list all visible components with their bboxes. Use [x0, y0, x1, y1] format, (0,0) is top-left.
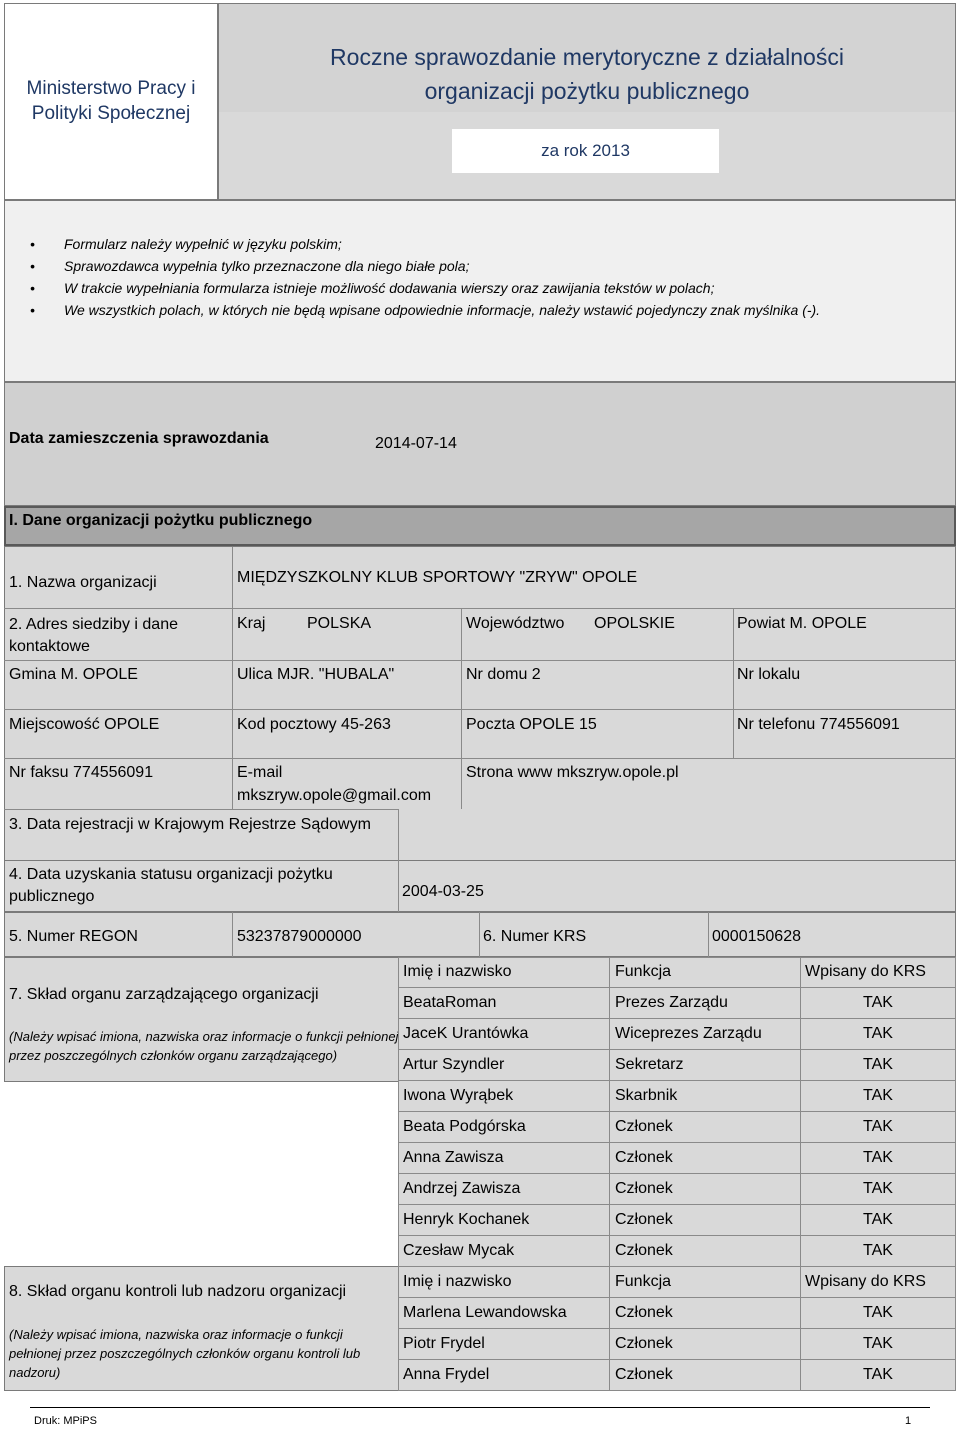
nr-lokalu-field[interactable]: Nr lokalu: [737, 666, 801, 683]
regon-label: 5. Numer REGON: [9, 928, 138, 945]
member-name[interactable]: Marlena Lewandowska: [403, 1304, 567, 1321]
member-name[interactable]: Andrzej Zawisza: [403, 1180, 521, 1197]
footer-print: Druk: MPiPS: [34, 1415, 97, 1427]
section-title: I. Dane organizacji pożytku publicznego: [9, 512, 313, 529]
krs-value[interactable]: 0000150628: [712, 928, 801, 945]
powiat-field[interactable]: Powiat M. OPOLE: [737, 615, 867, 632]
member-function[interactable]: Członek: [615, 1366, 673, 1383]
member-function[interactable]: Prezes Zarządu: [615, 994, 728, 1011]
footer-divider: [30, 1407, 930, 1408]
member-name[interactable]: Henryk Kochanek: [403, 1211, 530, 1228]
member-function[interactable]: Sekretarz: [615, 1056, 684, 1073]
member-function[interactable]: Członek: [615, 1180, 673, 1197]
page-title-line2: organizacji pożytku publicznego: [424, 78, 750, 104]
member-function[interactable]: Członek: [615, 1242, 673, 1259]
member-function[interactable]: Członek: [615, 1335, 673, 1352]
member-krs[interactable]: TAK: [863, 1304, 893, 1321]
member-name[interactable]: Piotr Frydel: [403, 1335, 485, 1352]
member-krs[interactable]: TAK: [863, 994, 893, 1011]
faks-field[interactable]: Nr faksu 774556091: [9, 764, 154, 781]
krs-date-label: 3. Data rejestracji w Krajowym Rejestrze Sądowym: [9, 816, 371, 833]
status-date[interactable]: 2004-03-25: [402, 883, 484, 900]
member-krs[interactable]: TAK: [863, 1025, 893, 1042]
member-krs[interactable]: TAK: [863, 1366, 893, 1383]
member-function[interactable]: Skarbnik: [615, 1087, 678, 1104]
member-name[interactable]: Anna Zawisza: [403, 1149, 504, 1166]
member-name[interactable]: Czesław Mycak: [403, 1242, 515, 1259]
member-function[interactable]: Członek: [615, 1304, 673, 1321]
ministry-name: Ministerstwo Pracy i Polityki Społecznej: [26, 78, 196, 124]
member-krs[interactable]: TAK: [863, 1149, 893, 1166]
org-name-value: MIĘDZYSZKOLNY KLUB SPORTOWY "ZRYW" OPOLE: [237, 569, 638, 586]
supervisory-note: (Należy wpisać imiona, nazwiska oraz informacje o funkcji pełnionej przez poszczególnych członków organu kontroli lub nadzoru): [9, 1327, 361, 1380]
board-header-krs: Wpisany do KRS: [805, 963, 926, 980]
wojewodztwo-value[interactable]: OPOLSKIE: [594, 615, 675, 632]
status-label: 4. Data uzyskania statusu organizacji pożytku publicznego: [9, 866, 333, 905]
year-field[interactable]: za rok 2013: [452, 129, 719, 173]
member-krs[interactable]: TAK: [863, 1242, 893, 1259]
address-label: 2. Adres siedziby i dane kontaktowe: [9, 616, 178, 655]
regon-krs-box: [4, 912, 956, 957]
ulica-field[interactable]: Ulica MJR. "HUBALA": [237, 666, 395, 683]
supervisory-header-krs: Wpisany do KRS: [805, 1273, 926, 1290]
poczta-field[interactable]: Poczta OPOLE 15: [466, 716, 597, 733]
member-krs[interactable]: TAK: [863, 1335, 893, 1352]
member-name[interactable]: Iwona Wyrąbek: [403, 1087, 514, 1104]
org-name-label: 1. Nazwa organizacji: [9, 574, 157, 591]
member-krs[interactable]: TAK: [863, 1118, 893, 1135]
regon-value[interactable]: 53237879000000: [237, 928, 362, 945]
member-name[interactable]: Beata Podgórska: [403, 1118, 526, 1135]
email-label: E-mail: [237, 764, 283, 781]
kraj-label: Kraj: [237, 615, 266, 632]
member-krs[interactable]: TAK: [863, 1211, 893, 1228]
gmina-field[interactable]: Gmina M. OPOLE: [9, 666, 138, 683]
kraj-value[interactable]: POLSKA: [307, 615, 372, 632]
member-name[interactable]: Anna Frydel: [403, 1366, 490, 1383]
board-title: 7. Skład organu zarządzającego organizacji: [9, 986, 319, 1003]
supervisory-header-function: Funkcja: [615, 1273, 672, 1290]
board-note: (Należy wpisać imiona, nazwiska oraz informacje o funkcji pełnionej przez poszczególnych członków organu zarządzającego): [9, 1029, 399, 1063]
supervisory-header-name: Imię i nazwisko: [403, 1273, 512, 1290]
nr-domu-field[interactable]: Nr domu 2: [466, 666, 541, 683]
krs-label: 6. Numer KRS: [483, 928, 587, 945]
board-header-function: Funkcja: [615, 963, 672, 980]
page-number: 1: [905, 1415, 912, 1427]
board-header-name: Imię i nazwisko: [403, 963, 512, 980]
wojewodztwo-label: Województwo: [466, 615, 565, 632]
member-function[interactable]: Członek: [615, 1211, 673, 1228]
member-name[interactable]: JaceK Urantówka: [403, 1025, 529, 1042]
kod-pocztowy-field[interactable]: Kod pocztowy 45-263: [237, 716, 391, 733]
member-krs[interactable]: TAK: [863, 1056, 893, 1073]
member-krs[interactable]: TAK: [863, 1180, 893, 1197]
member-function[interactable]: Wiceprezes Zarządu: [615, 1025, 762, 1042]
member-function[interactable]: Członek: [615, 1118, 673, 1135]
member-function[interactable]: Członek: [615, 1149, 673, 1166]
member-name[interactable]: BeataRoman: [403, 994, 497, 1011]
supervisory-title: 8. Skład organu kontroli lub nadzoru organizacji: [9, 1283, 347, 1300]
telefon-field[interactable]: Nr telefonu 774556091: [737, 716, 900, 733]
publication-label: Data zamieszczenia sprawozdania: [9, 430, 269, 447]
member-name[interactable]: Artur Szyndler: [403, 1056, 505, 1073]
miejscowosc-field[interactable]: Miejscowość OPOLE: [9, 716, 160, 733]
member-krs[interactable]: TAK: [863, 1087, 893, 1104]
email-value[interactable]: mkszryw.opole@gmail.com: [237, 787, 432, 804]
www-field[interactable]: Strona www mkszryw.opole.pl: [466, 764, 679, 781]
publication-date[interactable]: 2014-07-14: [375, 435, 457, 452]
page-title-line1: Roczne sprawozdanie merytoryczne z działalności: [330, 44, 844, 70]
